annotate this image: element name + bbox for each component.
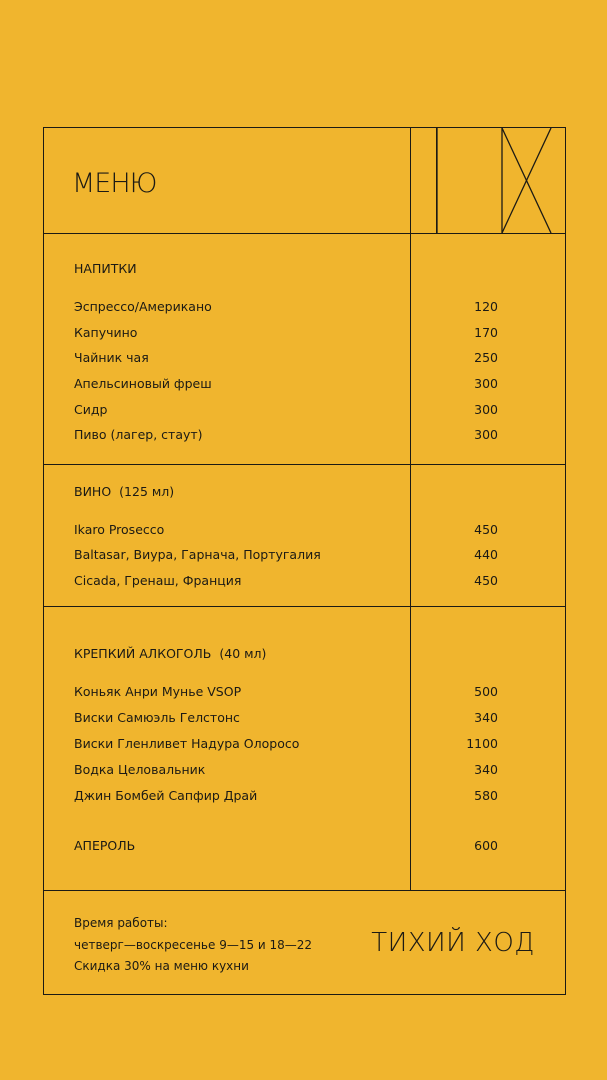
section-drinks — [74, 261, 498, 276]
list-item: Сидр 300 — [74, 402, 498, 417]
brand-name: ТИХИЙ ХОД — [371, 928, 535, 958]
spirits-list — [74, 683, 498, 883]
page-title: МЕНЮ — [72, 168, 157, 199]
list-item: Эспрессо/Американо 120 — [74, 299, 498, 314]
list-item: Ikaro Prosecco 450 — [74, 522, 498, 537]
list-item: Капучино 170 — [74, 325, 498, 340]
list-item: Апельсиновый фреш 300 — [74, 376, 498, 391]
opening-hours: четверг—воскресенье 9—15 и 18—22 — [74, 937, 313, 952]
section-title: ВИНО — [74, 484, 112, 499]
hours-label: Время работы: — [74, 916, 168, 930]
list-item: Коньяк Анри Мунье VSOP 500 — [74, 684, 498, 699]
list-item: Чайник чая 250 — [74, 350, 498, 365]
section-title: КРЕПКИЙ АЛКОГОЛЬ — [74, 646, 212, 661]
section-volume: (40 мл) — [219, 646, 267, 661]
divider-footer — [44, 890, 565, 891]
wine-list — [74, 521, 498, 601]
divider-header — [44, 233, 565, 234]
list-item: Виски Гленливет Надура Олоросо 1100 — [74, 736, 498, 751]
divider-drinks — [44, 464, 565, 465]
logo-mark-icon — [410, 128, 567, 233]
section-title: НАПИТКИ — [74, 261, 137, 276]
list-item: Cicada, Гренаш, Франция 450 — [74, 573, 498, 588]
list-item: Виски Самюэль Гелстонс 340 — [74, 710, 498, 725]
list-item-aperol: АПЕРОЛЬ 600 — [74, 838, 498, 853]
list-item: Baltasar, Виура, Гарнача, Португалия 440 — [74, 547, 498, 562]
section-wine — [74, 484, 498, 499]
section-volume: (125 мл) — [119, 484, 175, 499]
list-item: Джин Бомбей Сапфир Драй 580 — [74, 788, 498, 803]
section-spirits — [74, 646, 498, 661]
footer-info — [74, 913, 312, 978]
drinks-list — [74, 298, 498, 458]
menu-card — [43, 127, 566, 995]
list-item: Пиво (лагер, стаут) 300 — [74, 427, 498, 442]
divider-wine — [44, 606, 565, 607]
discount-note: Скидка 30% на меню кухни — [74, 959, 249, 973]
list-item: Водка Целовальник 340 — [74, 762, 498, 777]
